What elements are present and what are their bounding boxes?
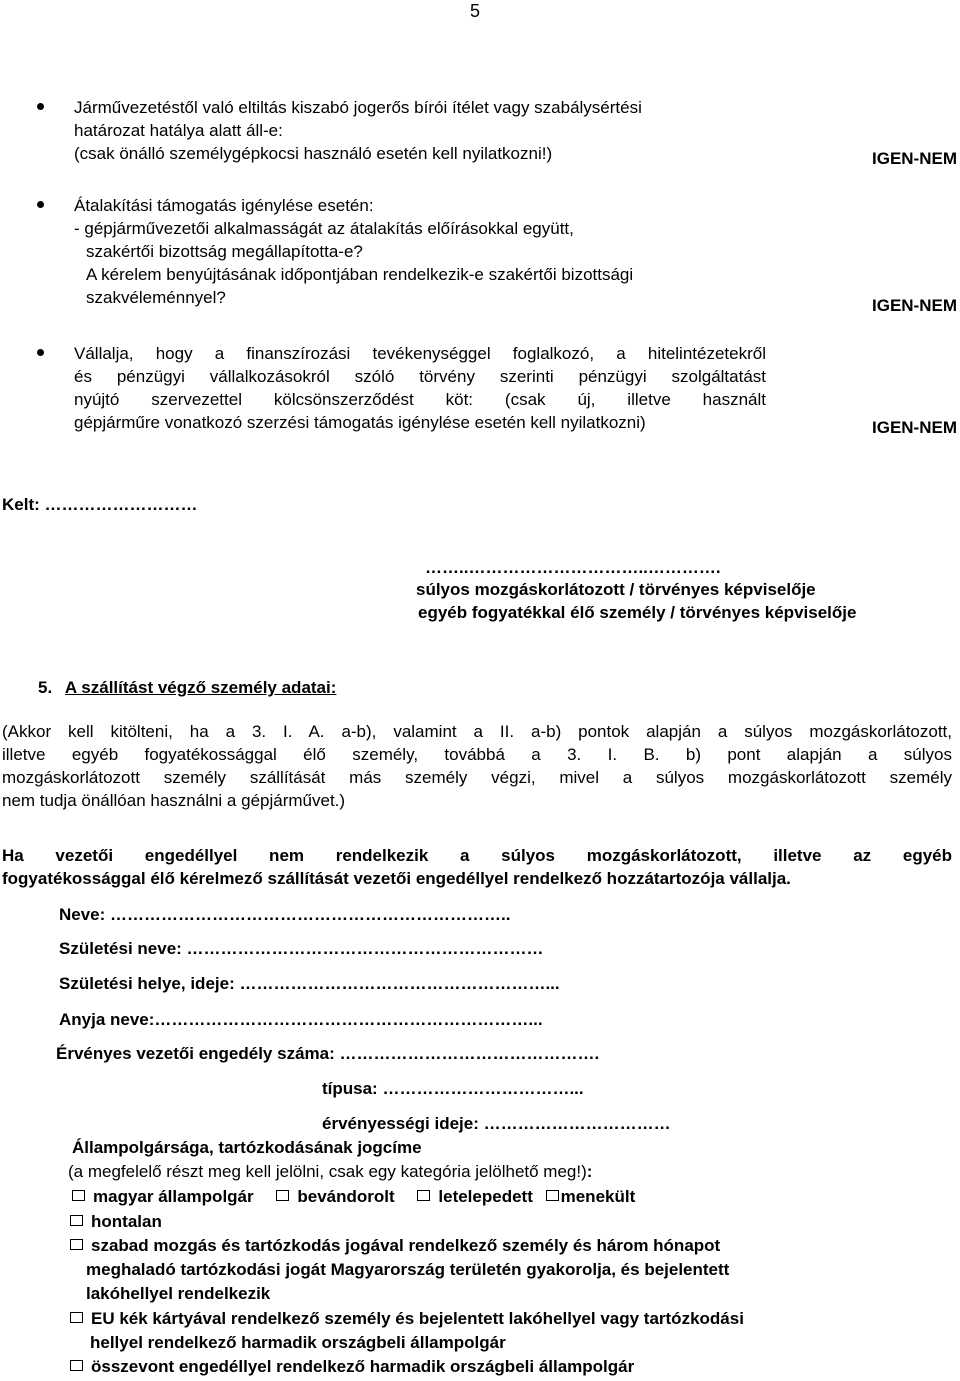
question-line: Vállalja, hogy a finanszírozási tevékenységgel foglalkozó, a hitelintézetekről [74, 344, 766, 363]
checkbox-icon[interactable] [417, 1190, 430, 1201]
answer-igen-nem[interactable]: IGEN-NEM [872, 149, 957, 168]
question-line: A kérelem benyújtásának időpontjában rendelkezik-e szakértői bizottsági [86, 265, 634, 284]
option-letelepedett[interactable] [417, 1187, 532, 1206]
statement-line: fogyatékossággal élő kérelmező szállítását vezetői engedéllyel rendelkező hozzátartozója vállalja. [2, 869, 791, 888]
engedely-szama-field[interactable]: Érvényes vezetői engedély száma: ………………………………………. [56, 1044, 600, 1063]
statement-line: Ha vezetői engedéllyel nem rendelkezik a súlyos mozgáskorlátozott, illetve az egyéb [2, 846, 952, 865]
option-label: magyar állampolgár [93, 1187, 254, 1206]
option-magyar[interactable] [72, 1187, 254, 1206]
checkbox-icon[interactable] [72, 1190, 85, 1201]
question-line: gépjárműre vonatkozó szerzési támogatás igénylése esetén kell nyilatkozni) [74, 413, 646, 432]
checkbox-icon[interactable] [70, 1312, 83, 1323]
answer-igen-nem[interactable]: IGEN-NEM [872, 296, 957, 315]
tipusa-field[interactable]: típusa: ……………………………... [322, 1079, 584, 1098]
question-2 [74, 194, 774, 309]
option-label: EU kék kártyával rendelkező személy és bejelentett lakóhellyel vagy tartózkodási [91, 1309, 744, 1328]
section-note [2, 720, 952, 812]
question-line: szakvéleménnyel? [86, 288, 226, 307]
szuletesi-helye-field[interactable]: Születési helye, ideje: ………………………………………………... [59, 974, 560, 993]
bullet-icon [37, 103, 44, 110]
question-1 [74, 96, 774, 165]
option-label: letelepedett [438, 1187, 533, 1206]
checkbox-icon[interactable] [546, 1190, 559, 1201]
signature-line-1: súlyos mozgáskorlátozott / törvényes képviselője [416, 580, 816, 599]
question-line: - gépjárművezetői alkalmasságát az átalakítás előírásokkal együtt, [74, 219, 574, 238]
szuletesi-neve-field[interactable]: Születési neve: ……………………………………………………… [59, 939, 544, 958]
checkbox-icon[interactable] [276, 1190, 289, 1201]
checkbox-icon[interactable] [70, 1215, 83, 1226]
option-menekult[interactable] [546, 1187, 636, 1206]
note-line: illetve egyéb fogyatékossággal élő személy, továbbá a 3. I. B. b) pont alapján a súlyos [2, 745, 952, 764]
option-label: hontalan [91, 1212, 162, 1231]
option-label: összevont engedéllyel rendelkező harmadik országbeli állampolgár [91, 1357, 635, 1376]
bullet-icon [37, 349, 44, 356]
ervenyessegi-field[interactable]: érvényességi ideje: …………………………… [322, 1114, 671, 1133]
section-heading [38, 676, 336, 699]
checkbox-icon[interactable] [70, 1239, 83, 1250]
question-line: (csak önálló személygépkocsi használó esetén kell nyilatkozni!) [74, 144, 553, 163]
answer-igen-nem[interactable]: IGEN-NEM [872, 418, 957, 437]
question-line: Átalakítási támogatás igénylése esetén: [74, 196, 374, 215]
question-line: határozat hatálya alatt áll-e: [74, 121, 283, 140]
kelt-field[interactable]: Kelt: ……………………… [2, 495, 198, 514]
note-line: mozgáskorlátozott személy szállítását más személy végzi, mivel a súlyos mozgáskorlátozott személy [2, 768, 952, 787]
option-bevandorolt[interactable] [276, 1187, 394, 1206]
option-osszevont[interactable] [70, 1355, 634, 1378]
option-label-cont: lakóhellyel rendelkezik [86, 1284, 271, 1303]
question-line: nyújtó szervezettel kölcsönszerződést köt: (csak új, illetve használt [74, 390, 766, 409]
option-eu-kek-kartya[interactable] [70, 1307, 744, 1330]
neve-field[interactable]: Neve: …………………………………………………………….. [59, 905, 511, 924]
question-line: szakértői bizottság megállapította-e? [86, 242, 363, 261]
option-szabad-mozgas[interactable] [70, 1234, 720, 1257]
anyja-neve-field[interactable]: Anyja neve:…………………………………………………………... [59, 1010, 543, 1029]
question-line: Járművezetéstől való eltiltás kiszabó jogerős bírói ítélet vagy szabálysértési [74, 98, 642, 117]
question-line: és pénzügyi vállalkozásokról szóló törvény szerinti pénzügyi szolgáltatást [74, 367, 766, 386]
signature-dots: ……..…………………………..…………. [425, 558, 721, 577]
citizenship-note [68, 1160, 592, 1183]
option-label-cont: hellyel rendelkező harmadik országbeli állampolgár [90, 1333, 506, 1352]
option-label: menekült [560, 1187, 636, 1206]
driver-statement [2, 844, 952, 890]
option-label: bevándorolt [297, 1187, 395, 1206]
page-number: 5 [470, 1, 481, 21]
checkbox-icon[interactable] [70, 1360, 83, 1371]
section-number: 5. [38, 678, 53, 697]
citizenship-note-text: (a megfelelő részt meg kell jelölni, csak egy kategória jelölhető meg!) [68, 1162, 587, 1181]
question-3 [74, 342, 766, 434]
signature-line-2: egyéb fogyatékkal élő személy / törvényes képviselője [418, 603, 857, 622]
option-label-cont: meghaladó tartózkodási jogát Magyarország területén gyakorolja, és bejelentett [86, 1260, 730, 1279]
section-title: A szállítást végző személy adatai: [64, 678, 337, 697]
note-line: (Akkor kell kitölteni, ha a 3. I. A. a-b), valamint a II. a-b) pontok alapján a súlyos mozgáskorlátozott, [2, 722, 952, 741]
citizenship-note-colon: : [586, 1162, 593, 1181]
citizenship-title: Állampolgársága, tartózkodásának jogcíme [72, 1138, 422, 1157]
option-hontalan[interactable] [70, 1210, 162, 1233]
option-row-1 [72, 1185, 635, 1208]
note-line: nem tudja önállóan használni a gépjárművet.) [2, 791, 346, 810]
bullet-icon [37, 201, 44, 208]
option-label: szabad mozgás és tartózkodás jogával rendelkező személy és három hónapot [91, 1236, 721, 1255]
